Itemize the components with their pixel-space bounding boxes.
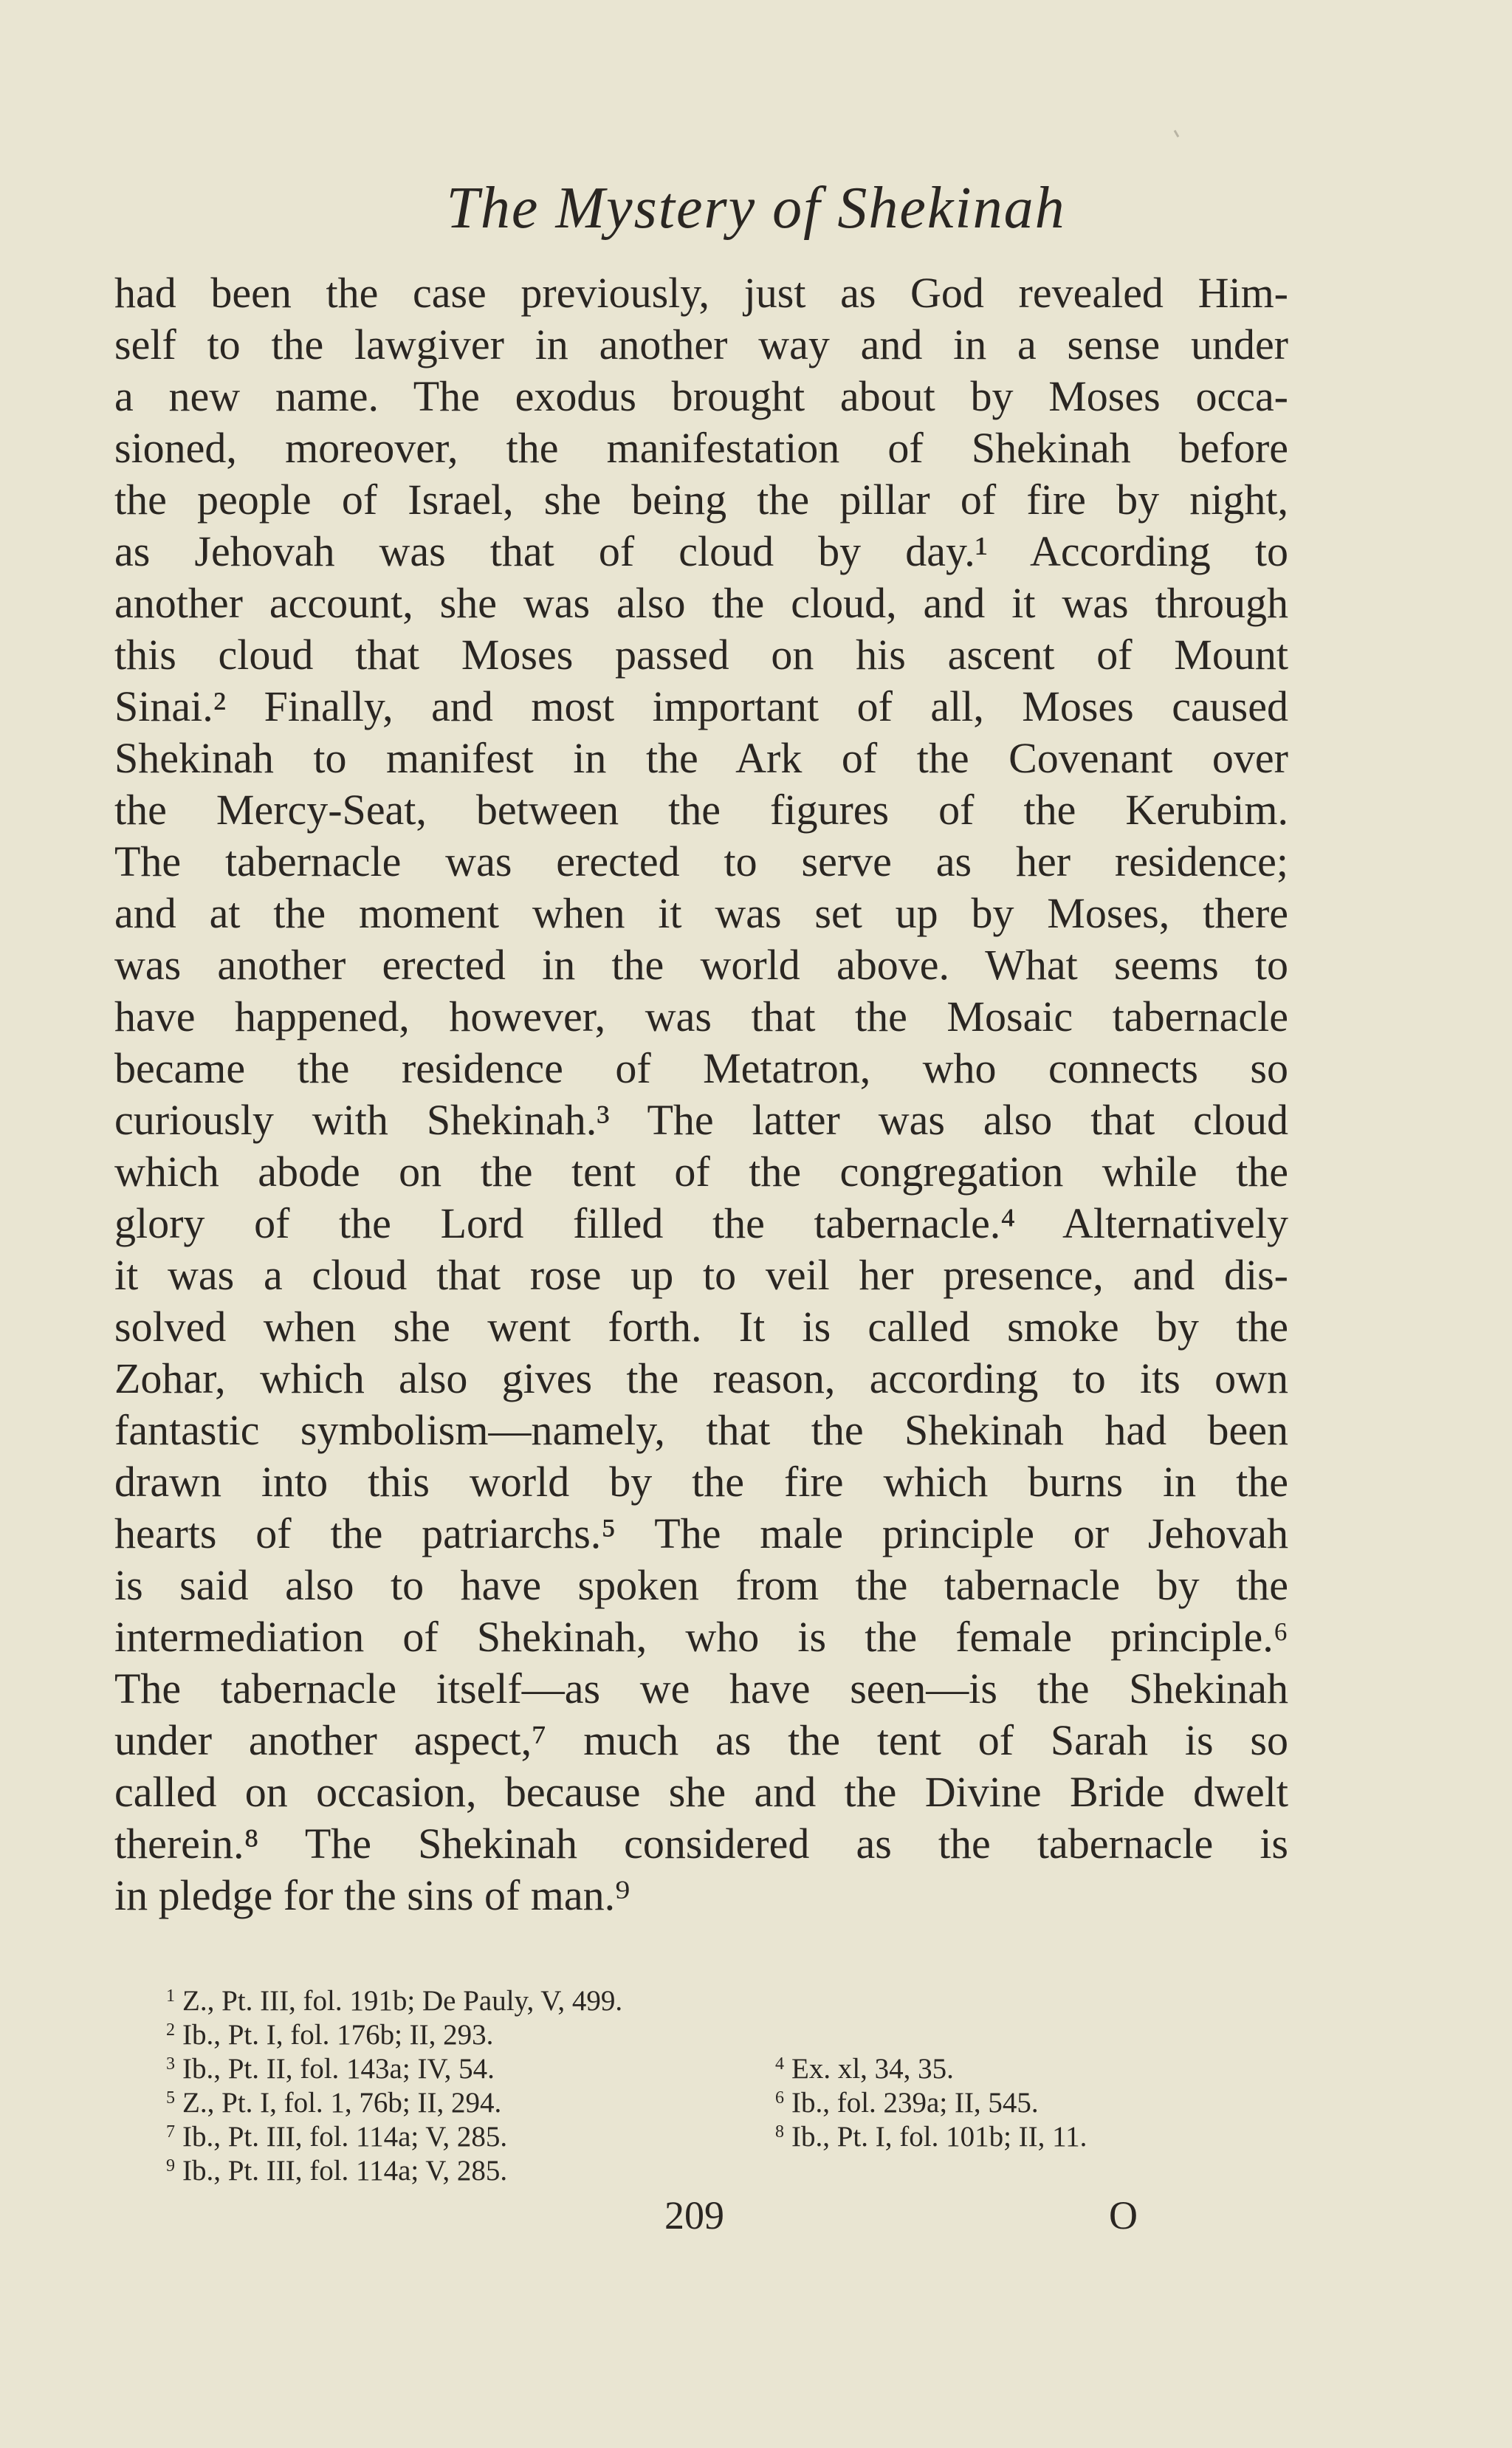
footnote-text: Z., Pt. III, fol. 191b; De Pauly, V, 499. — [182, 1985, 623, 2017]
body-line: solved when she went forth. It is called smoke by the — [114, 1303, 1288, 1351]
body-line: sioned, moreover, the manifestation of Shekinah before — [114, 424, 1288, 472]
footnote-row — [166, 2115, 1303, 2153]
body-line: a new name. The exodus brought about by Moses occa- — [114, 372, 1288, 420]
body-line: which abode on the tent of the congregation while the — [114, 1148, 1288, 1196]
body-line: the people of Israel, she being the pillar of fire by night, — [114, 476, 1288, 524]
footnote-text: Ib., Pt. III, fol. 114a; V, 285. — [182, 2121, 508, 2153]
footnote-text: Ib., Pt. I, fol. 176b; II, 293. — [182, 2019, 494, 2051]
footnote-row — [166, 2081, 1303, 2119]
footnote-number: 5 — [166, 2088, 175, 2108]
footnote-5 — [166, 2087, 501, 2119]
footnote-number: 6 — [775, 2088, 784, 2108]
body-line: have happened, however, was that the Mosaic tabernacle — [114, 992, 1288, 1040]
body-line: Zohar, which also gives the reason, according to its own — [114, 1354, 1288, 1402]
footnote-number: 9 — [166, 2156, 175, 2176]
running-head: The Mystery of Shekinah — [446, 176, 1066, 241]
body-line: and at the moment when it was set up by Moses, there — [114, 889, 1288, 937]
body-line: another account, she was also the cloud, and it was through — [114, 579, 1288, 627]
body-line: therein.⁸ The Shekinah considered as the tabernacle is — [114, 1820, 1288, 1868]
page-blemish — [1174, 130, 1180, 137]
footnote-text: Ib., Pt. III, fol. 114a; V, 285. — [182, 2155, 508, 2187]
body-line: drawn into this world by the fire which burns in the — [114, 1458, 1288, 1506]
footnote-row — [166, 2013, 1303, 2051]
signature-mark: O — [1109, 2193, 1138, 2238]
body-line: curiously with Shekinah.³ The latter was also that cloud — [114, 1096, 1288, 1144]
body-line: glory of the Lord filled the tabernacle.⁴ Alternatively — [114, 1199, 1288, 1247]
body-line: the Mercy-Seat, between the figures of the Kerubim. — [114, 786, 1288, 834]
footnote-number: 3 — [166, 2054, 175, 2074]
footnote-text: Ex. xl, 34, 35. — [791, 2053, 954, 2085]
body-line: The tabernacle itself—as we have seen—is the Shekinah — [114, 1664, 1288, 1712]
body-line: was another erected in the world above. What seems to — [114, 941, 1288, 989]
footnote-3 — [166, 2053, 495, 2085]
footnote-9 — [166, 2155, 507, 2187]
footnote-7 — [166, 2121, 507, 2153]
body-line: hearts of the patriarchs.⁵ The male principle or Jehovah — [114, 1509, 1288, 1557]
body-line: called on occasion, because she and the Divine Bride dwelt — [114, 1768, 1288, 1816]
body-line: fantastic symbolism—namely, that the Shekinah had been — [114, 1406, 1288, 1454]
footnote-row — [166, 1979, 1303, 2017]
body-line: self to the lawgiver in another way and in a sense under — [114, 320, 1288, 368]
footnote-row — [166, 2047, 1303, 2085]
footnotes — [166, 1979, 1303, 2187]
body-line: under another aspect,⁷ much as the tent of Sarah is so — [114, 1716, 1288, 1764]
body-line: this cloud that Moses passed on his ascent of Mount — [114, 631, 1288, 679]
footnote-text: Z., Pt. I, fol. 1, 76b; II, 294. — [182, 2087, 502, 2119]
footnote-text: Ib., Pt. I, fol. 101b; II, 11. — [791, 2121, 1087, 2153]
footnote-text: Ib., Pt. II, fol. 143a; IV, 54. — [182, 2053, 495, 2085]
body-line: Shekinah to manifest in the Ark of the Covenant over — [114, 734, 1288, 782]
body-line: as Jehovah was that of cloud by day.¹ According to — [114, 527, 1288, 575]
footnote-number: 8 — [775, 2122, 784, 2142]
body-line: became the residence of Metatron, who connects so — [114, 1044, 1288, 1092]
body-line: intermediation of Shekinah, who is the female principle.⁶ — [114, 1613, 1288, 1661]
body-line: is said also to have spoken from the tabernacle by the — [114, 1561, 1288, 1609]
footnote-number: 1 — [166, 1986, 175, 2006]
body-line: in pledge for the sins of man.⁹ — [114, 1871, 630, 1919]
footnote-number: 7 — [166, 2122, 175, 2142]
footnote-1 — [166, 1985, 622, 2017]
body-line: it was a cloud that rose up to veil her presence, and dis- — [114, 1251, 1288, 1299]
page-number: 209 — [664, 2193, 724, 2238]
footnote-text: Ib., fol. 239a; II, 545. — [791, 2087, 1039, 2119]
footnote-number: 4 — [775, 2054, 784, 2074]
footnote-row — [166, 2149, 1303, 2187]
footnote-number: 2 — [166, 2020, 175, 2040]
body-text — [114, 267, 1288, 1921]
footnote-2 — [166, 2019, 493, 2051]
body-line: Sinai.² Finally, and most important of all, Moses caused — [114, 682, 1288, 730]
page-footer — [0, 2190, 1512, 2241]
body-line: The tabernacle was erected to serve as her residence; — [114, 837, 1288, 885]
body-line: had been the case previously, just as God revealed Him- — [114, 269, 1288, 317]
